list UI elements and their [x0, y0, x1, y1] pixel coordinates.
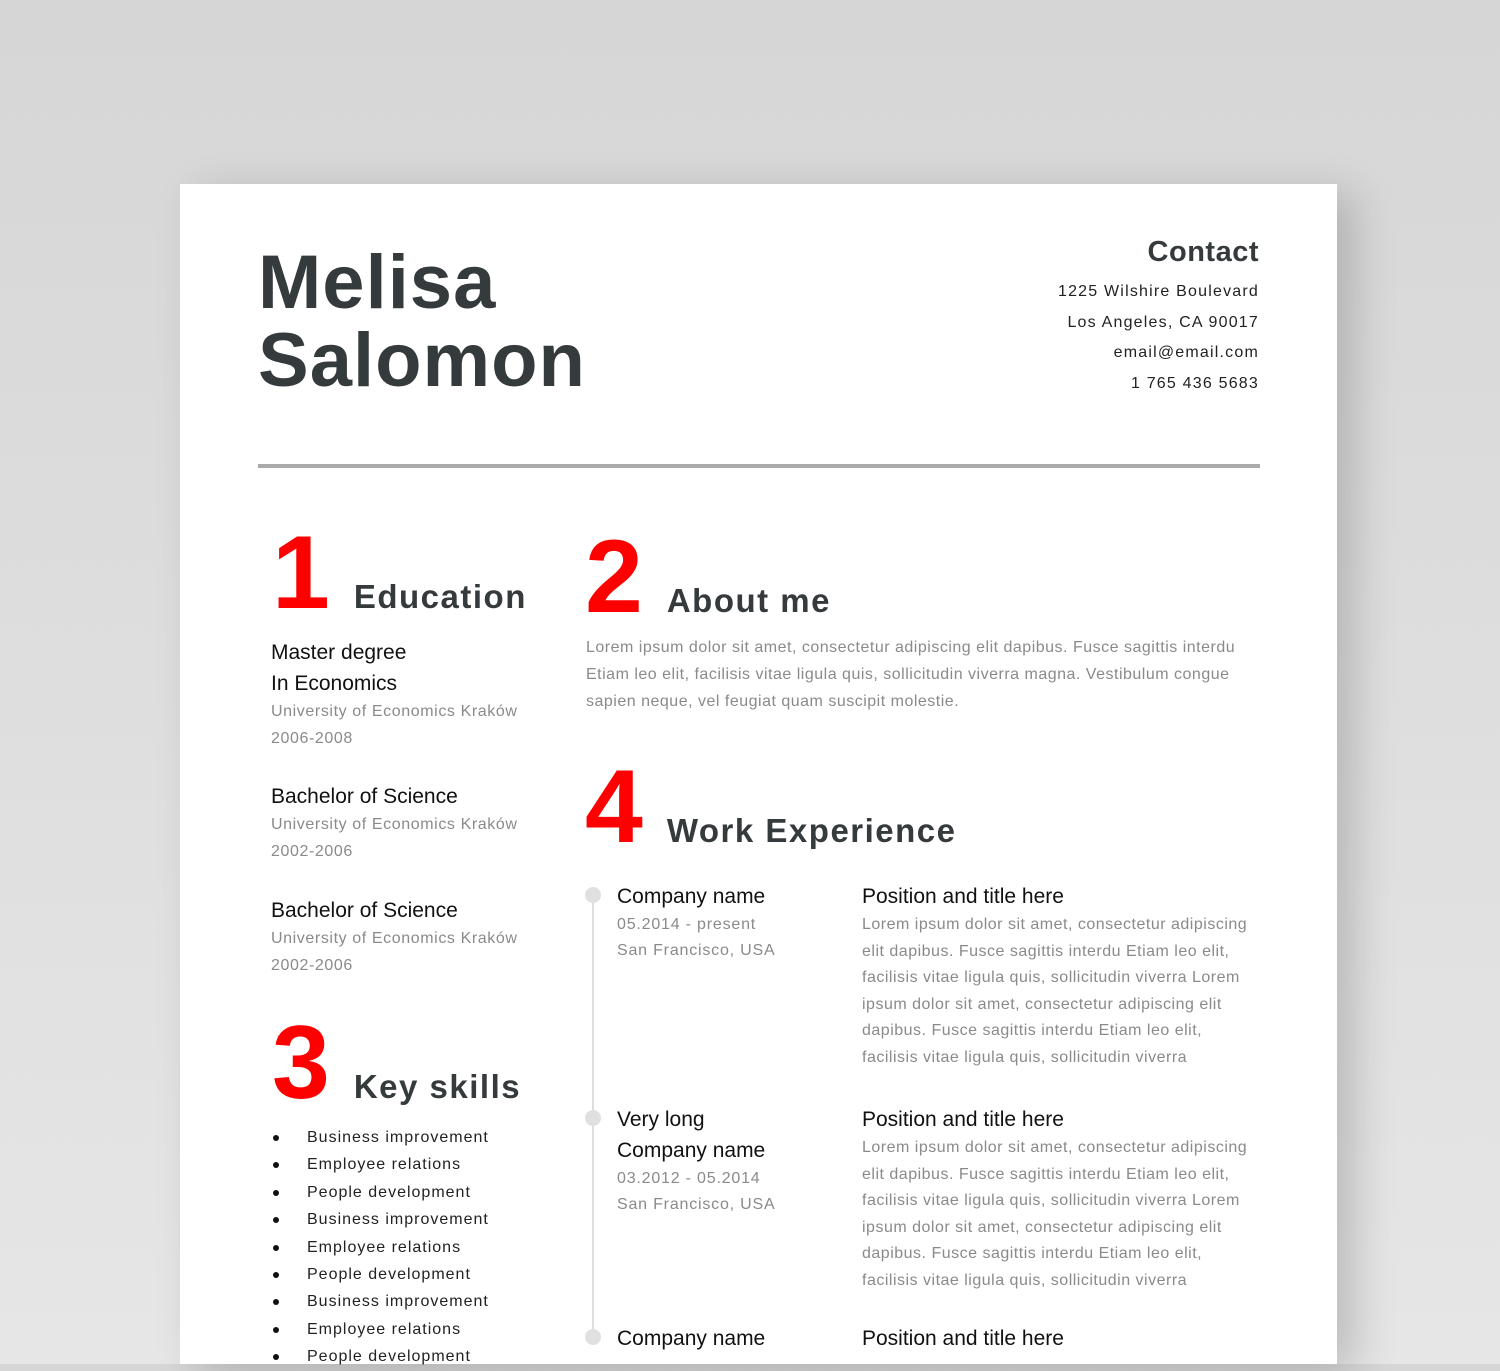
school-name: University of Economics Kraków [271, 703, 518, 720]
job-company [617, 1104, 837, 1217]
bullet-icon [273, 1135, 279, 1141]
company-name: Very long [617, 1108, 705, 1131]
section-title: Work Experience [666, 812, 957, 849]
education-years: 2002-2006 [271, 956, 353, 974]
bullet-icon [273, 1190, 279, 1196]
education-years: 2002-2006 [271, 842, 353, 860]
job-dates: 03.2012 - 05.2014 [617, 1170, 761, 1187]
degree-line: Bachelor of Science [271, 899, 458, 922]
education-entry [271, 781, 531, 865]
job-company [617, 881, 837, 963]
job-location: San Francisco, USA [617, 1195, 776, 1213]
bullet-icon [273, 1162, 279, 1168]
job-dates: 05.2014 - present [617, 916, 757, 933]
candidate-name [258, 240, 586, 403]
degree-line: Master degree [271, 641, 407, 664]
last-name: Salomon [258, 318, 586, 403]
company-name: Company name [617, 1139, 766, 1162]
company-name: Company name [617, 1327, 766, 1350]
skill-item: Business improvement [271, 1124, 489, 1151]
job-details [862, 1104, 1262, 1294]
bullet-icon [273, 1272, 279, 1278]
section-number: 4 [585, 749, 643, 865]
timeline-dot-icon [585, 1329, 601, 1345]
company-name: Company name [617, 885, 766, 908]
timeline-dot-icon [585, 887, 601, 903]
skill-item: People development [271, 1179, 489, 1206]
education-heading [272, 515, 527, 631]
contact-phone: 1 765 436 5683 [1130, 374, 1259, 392]
skill-item: Employee relations [271, 1316, 489, 1343]
skills-heading [272, 1005, 522, 1121]
education-years: 2006-2008 [271, 729, 353, 747]
job-details [862, 1323, 1262, 1354]
section-title: Key skills [353, 1068, 522, 1105]
section-title: Education [353, 578, 527, 615]
degree-line: In Economics [271, 672, 398, 695]
education-entry [271, 895, 531, 979]
skills-list [271, 1124, 489, 1371]
job-position: Position and title here [862, 1327, 1064, 1350]
education-entry [271, 637, 531, 752]
bullet-icon [273, 1217, 279, 1223]
job-position: Position and title here [862, 1108, 1064, 1131]
about-heading [585, 519, 832, 635]
about-text: Lorem ipsum dolor sit amet, consectetur adipiscing elit dapibus. Fusce sagittis interdu Etiam leo elit, facilisis vitae ligula quis, sollicitudin viverra magna. Vestibulum congue sapien neque, vel feugiat quam suscipit molestie. [586, 639, 1236, 710]
job-details [862, 881, 1262, 1071]
contact-city: Los Angeles, CA 90017 [1067, 313, 1259, 331]
section-number: 2 [585, 519, 643, 635]
bullet-icon [273, 1327, 279, 1333]
school-name: University of Economics Kraków [271, 816, 518, 833]
contact-title: Contact [1147, 236, 1259, 268]
section-title: About me [666, 582, 832, 619]
job-location: San Francisco, USA [617, 941, 776, 959]
school-name: University of Economics Kraków [271, 930, 518, 947]
job-position: Position and title here [862, 885, 1064, 908]
first-name: Melisa [258, 240, 497, 325]
skill-item: People development [271, 1343, 489, 1370]
work-heading [585, 749, 957, 865]
timeline-dot-icon [585, 1110, 601, 1126]
header-divider [258, 464, 1260, 468]
skill-item: Business improvement [271, 1206, 489, 1233]
job-company [617, 1323, 837, 1354]
bullet-icon [273, 1299, 279, 1305]
skill-item: Employee relations [271, 1234, 489, 1261]
bullet-icon [273, 1245, 279, 1251]
contact-address: 1225 Wilshire Boulevard [1057, 283, 1259, 300]
section-number: 3 [272, 1005, 330, 1121]
skill-item: People development [271, 1261, 489, 1288]
resume-page [180, 184, 1337, 1364]
job-description: Lorem ipsum dolor sit amet, consectetur adipiscing elit dapibus. Fusce sagittis interdu Etiam leo elit, facilisis vitae ligula quis, sollicitudin viverra Lorem ipsum dolor sit amet, consectetur adipiscing elit dapibus. Fusce sagittis interdu Etiam leo elit, facilisis vitae ligula quis, sollicitudin viverra [862, 916, 1248, 1066]
contact-email: email@email.com [1113, 344, 1259, 361]
skill-item: Business improvement [271, 1288, 489, 1315]
job-description: Lorem ipsum dolor sit amet, consectetur adipiscing elit dapibus. Fusce sagittis interdu Etiam leo elit, facilisis vitae ligula quis, sollicitudin viverra Lorem ipsum dolor sit amet, consectetur adipiscing elit dapibus. Fusce sagittis interdu Etiam leo elit, facilisis vitae ligula quis, sollicitudin viverra [862, 1139, 1248, 1289]
skill-item: Employee relations [271, 1151, 489, 1178]
degree-line: Bachelor of Science [271, 785, 458, 808]
contact-block [1058, 236, 1259, 399]
section-number: 1 [272, 515, 330, 631]
bullet-icon [273, 1354, 279, 1360]
